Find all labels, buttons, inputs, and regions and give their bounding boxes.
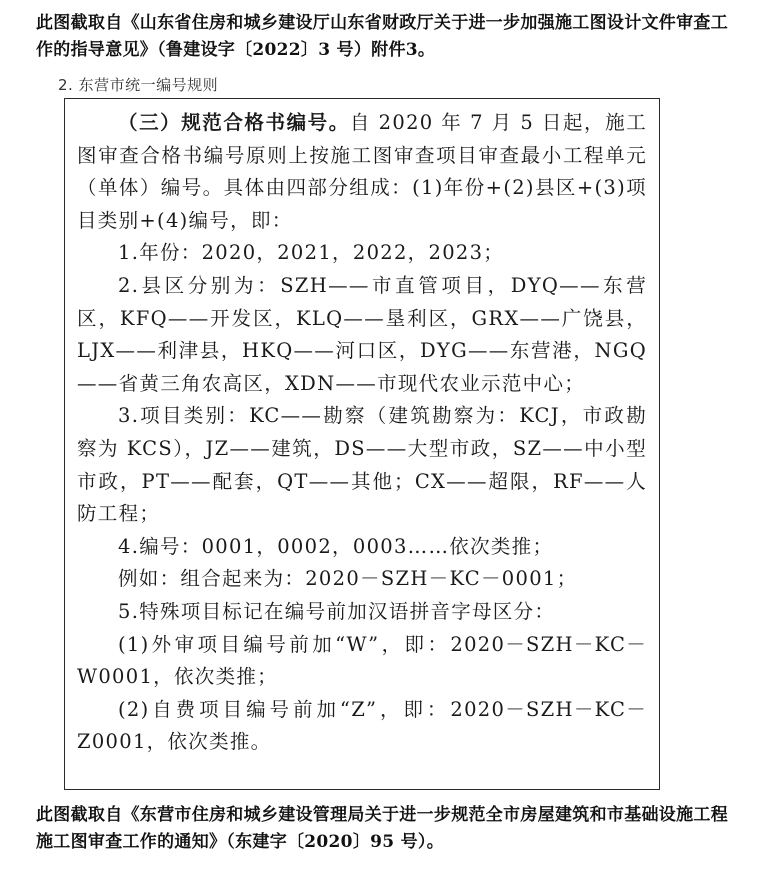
document-excerpt	[64, 98, 660, 790]
paragraph-categories: 3.项目类别：KC——勘察（建筑勘察为：KCJ，市政勘察为 KCS），JZ——建筑，DS——大型市政，SZ——中小型市政，PT——配套，QT——其他；CX——超限，RF——人防工程；	[77, 404, 647, 526]
section-heading: （三）规范合格书编号。	[118, 111, 350, 134]
intro-text: 自 2020 年 7 月 5 日起，施工图审查合格书编号原则上按施工图审查项目审查最小工程单元（单体）编号。具体由四部分组成：(1)年份+(2)县区+(3)项目类别+(4)编号，即：	[77, 111, 647, 232]
paragraph-example: 例如：组合起来为：2020－SZH－KC－0001；	[118, 567, 578, 591]
paragraph-numbers: 4.编号：0001，0002，0003……依次类推；	[118, 534, 554, 558]
paragraph-intro	[77, 107, 647, 237]
paragraph-external: (1)外审项目编号前加“W”，即：2020－SZH－KC－W0001，依次类推；	[77, 632, 647, 689]
subheading: 2. 东营市统一编号规则	[58, 76, 219, 94]
paragraph-years: 1.年份：2020，2021，2022，2023；	[118, 241, 505, 265]
paragraph-counties: 2.县区分别为：SZH——市直管项目，DYQ——东营区，KFQ——开发区，KLQ——垦利区，GRX——广饶县，LJX——利津县，HKQ——河口区，DYG——东营港，NGQ——省黄三角农高区，XDN——市现代农业示范中心；	[77, 273, 647, 395]
caption-top: 此图截取自《山东省住房和城乡建设厅山东省财政厅关于进一步加强施工图设计文件审查工作的指导意见》（鲁建设字〔2022〕3 号）附件3。	[36, 13, 728, 60]
paragraph-special: 5.特殊项目标记在编号前加汉语拼音字母区分：	[118, 599, 556, 623]
caption-bottom: 此图截取自《东营市住房和城乡建设管理局关于进一步规范全市房屋建筑和市基础设施工程施工图审查工作的通知》（东建字〔2020〕95 号）。	[36, 805, 728, 852]
paragraph-selfpaid: (2)自费项目编号前加“Z”，即：2020－SZH－KC－Z0001，依次类推。	[77, 697, 647, 754]
